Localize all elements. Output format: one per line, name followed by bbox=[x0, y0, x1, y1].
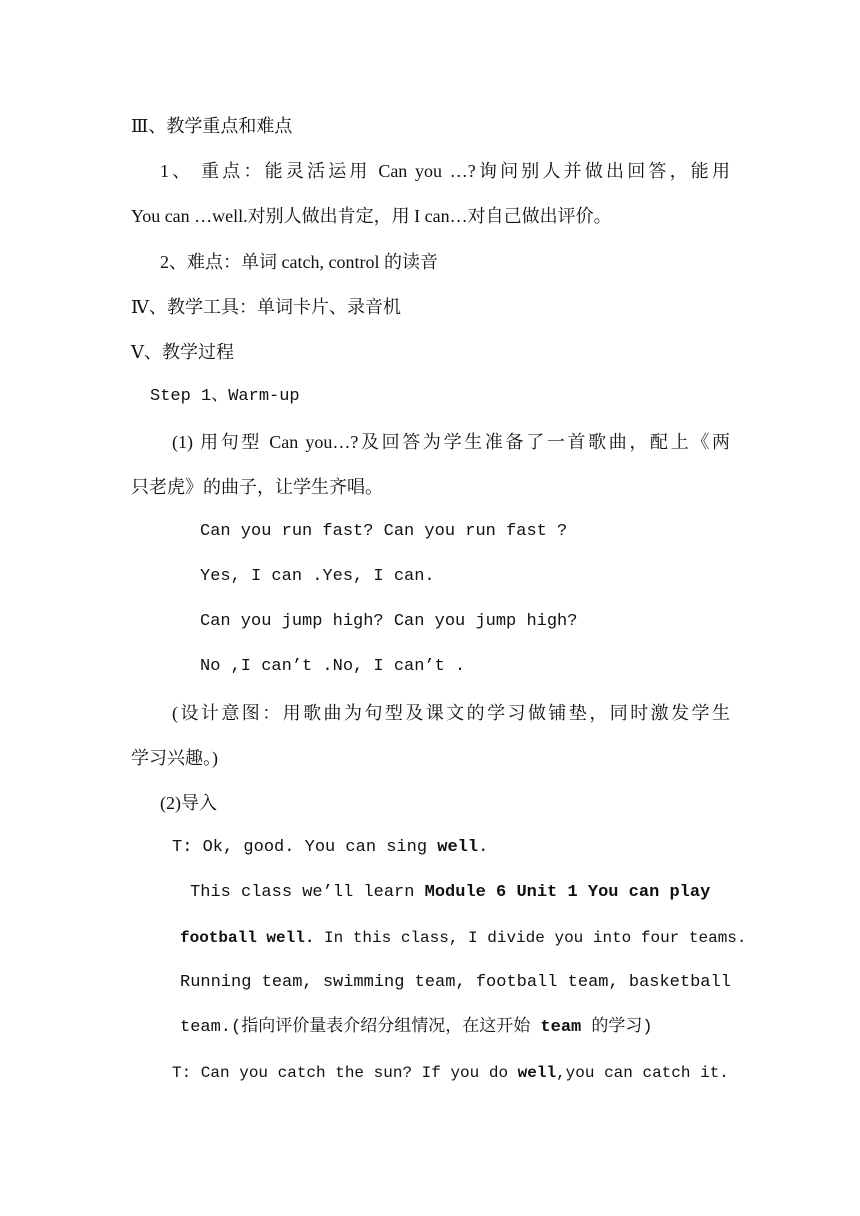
paragraph-line-1-text: This class we’ll learn bbox=[190, 883, 425, 902]
paragraph-line-4-end: 的学习) bbox=[581, 1018, 653, 1037]
difficult-point: 2、难点：单词 catch, control 的读音 bbox=[160, 252, 438, 272]
teacher-line-1-text: T: Ok, good. You can sing bbox=[172, 838, 438, 857]
teacher-line-1-end: . bbox=[478, 838, 489, 857]
paragraph-line-1 bbox=[190, 881, 710, 905]
paragraph-line-2-bold: football well. bbox=[180, 929, 315, 947]
paragraph-line-3: Running team, swimming team, football team, basketball bbox=[180, 973, 731, 992]
teacher-line-2 bbox=[172, 1061, 729, 1085]
teacher-line-2-end: ,you can catch it. bbox=[556, 1064, 729, 1082]
paragraph-line-4-bold: team bbox=[540, 1018, 582, 1037]
song-line-4: No ,I can’t .No, I can’t . bbox=[200, 657, 466, 676]
section-3-heading: Ⅲ、教学重点和难点 bbox=[131, 116, 293, 136]
section-5-heading: Ⅴ、教学过程 bbox=[131, 342, 234, 362]
item-2-heading: (2)导入 bbox=[160, 793, 217, 813]
step-1-heading: Step 1、Warm-up bbox=[150, 387, 300, 406]
section-4-tools: Ⅳ、教学工具：单词卡片、录音机 bbox=[131, 297, 401, 317]
key-point-line-1: 1、 重点：能灵活运用 Can you …?询问别人并做出回答，能用 bbox=[160, 161, 730, 181]
item-1-line-1: (1) 用句型 Can you…?及回答为学生准备了一首歌曲，配上《两 bbox=[172, 432, 730, 452]
paragraph-line-2-text: In this class, I divide you into four teams. bbox=[314, 929, 747, 947]
design-intent-line-1: (设计意图：用歌曲为句型及课文的学习做铺垫，同时激发学生 bbox=[172, 703, 730, 723]
teacher-line-2-bold: well bbox=[517, 1064, 557, 1082]
paragraph-line-4-text: team.(指向评价量表介绍分组情况，在这开始 bbox=[180, 1018, 541, 1037]
song-line-1: Can you run fast? Can you run fast ? bbox=[200, 522, 568, 541]
paragraph-line-4 bbox=[180, 1016, 653, 1040]
item-1-line-2: 只老虎》的曲子，让学生齐唱。 bbox=[131, 477, 383, 497]
paragraph-line-2 bbox=[180, 926, 747, 950]
design-intent-line-2: 学习兴趣。) bbox=[131, 748, 218, 768]
teacher-line-1 bbox=[172, 836, 488, 860]
song-line-3: Can you jump high? Can you jump high? bbox=[200, 612, 578, 631]
key-point-line-2: You can …well.对别人做出肯定，用 I can…对自己做出评价。 bbox=[131, 206, 612, 226]
song-line-2: Yes, I can .Yes, I can. bbox=[200, 567, 435, 586]
paragraph-line-1-bold: Module 6 Unit 1 You can play bbox=[424, 883, 711, 902]
teacher-line-1-bold: well bbox=[437, 838, 479, 857]
teacher-line-2-text: T: Can you catch the sun? If you do bbox=[172, 1064, 518, 1082]
